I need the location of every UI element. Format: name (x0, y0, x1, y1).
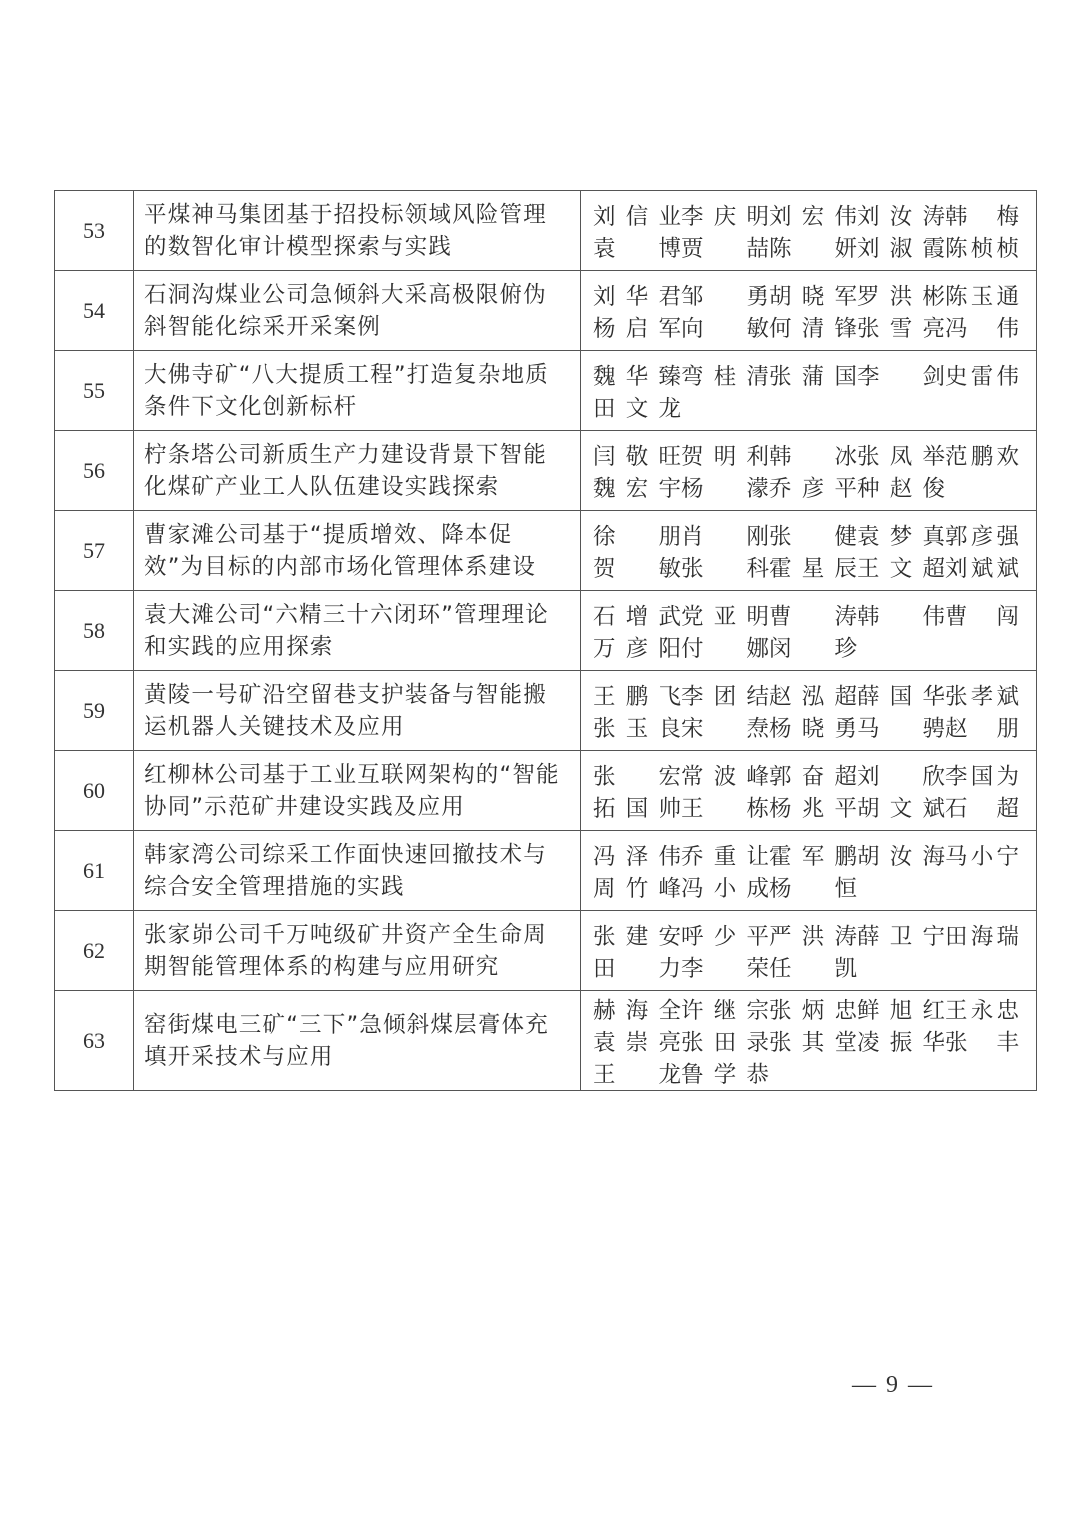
member-name: 张 丰 (945, 1029, 1019, 1056)
table-row (55, 991, 1037, 1091)
member-name: 薛 国 华 (857, 683, 945, 710)
member-name: 霍 星 辰 (769, 555, 857, 582)
member-name: 魏 宏 宇 (593, 475, 681, 502)
names-line (593, 631, 1024, 663)
row-number: 62 (55, 911, 134, 991)
table-row (55, 271, 1037, 351)
table-row (55, 431, 1037, 511)
member-name: 刘 斌 斌 (945, 555, 1019, 582)
member-name: 田 文 龙 (593, 395, 681, 422)
project-title: 柠条塔公司新质生产力建设背景下智能化煤矿产业工人队伍建设实践探索 (134, 431, 581, 511)
member-name: 魏 华 臻 (593, 363, 681, 390)
table-row (55, 591, 1037, 671)
member-name: 贺 敏 (593, 555, 681, 582)
names-line (593, 519, 1024, 551)
row-number: 58 (55, 591, 134, 671)
member-name: 薛 卫 宁 (857, 923, 945, 950)
member-name: 王 文 超 (857, 555, 945, 582)
team-members (581, 191, 1037, 271)
project-title: 窑街煤电三矿“三下”急倾斜煤层膏体充填开采技术与应用 (134, 991, 581, 1091)
member-name: 胡 晓 军 (769, 283, 857, 310)
member-name: 鲁 学 恭 (681, 1061, 769, 1088)
project-title: 石洞沟煤业公司急倾斜大采高极限俯伪斜智能化综采开采案例 (134, 271, 581, 351)
names-line (593, 471, 1024, 503)
member-name: 周 竹 峰 (593, 875, 681, 902)
award-list-table (54, 190, 1037, 1091)
names-line (593, 951, 1024, 983)
member-name: 拓 国 帅 (593, 795, 681, 822)
names-line (593, 871, 1024, 903)
award-list-body (55, 191, 1037, 1091)
member-name: 贾 喆 (681, 235, 769, 262)
member-name: 陈 桢 桢 (945, 235, 1019, 262)
member-name: 邹 勇 (681, 283, 769, 310)
team-members (581, 751, 1037, 831)
table-row (55, 511, 1037, 591)
member-name: 袁 梦 真 (857, 523, 945, 550)
member-name: 刘 信 业 (593, 203, 681, 230)
names-line (593, 199, 1024, 231)
member-name: 许 继 宗 (681, 997, 769, 1024)
member-name: 田 力 (593, 955, 681, 982)
member-name: 张 凤 举 (857, 443, 945, 470)
names-line (593, 391, 1024, 423)
member-name: 杨 恒 (769, 875, 857, 902)
member-name: 刘 华 君 (593, 283, 681, 310)
project-title: 韩家湾公司综采工作面快速回撤技术与综合安全管理措施的实践 (134, 831, 581, 911)
member-name: 付 娜 (681, 635, 769, 662)
member-name: 张 建 安 (593, 923, 681, 950)
project-title: 袁大滩公司“六精三十六闭环”管理理论和实践的应用探索 (134, 591, 581, 671)
member-name: 王 鹏 飞 (593, 683, 681, 710)
row-number: 55 (55, 351, 134, 431)
names-line (593, 839, 1024, 871)
member-name: 袁 博 (593, 235, 681, 262)
names-line (593, 711, 1024, 743)
member-name: 曹 闯 (945, 603, 1019, 630)
member-name: 刘 汝 涛 (857, 203, 945, 230)
member-name: 常 波 峰 (681, 763, 769, 790)
team-members (581, 911, 1037, 991)
member-name: 冯 小 成 (681, 875, 769, 902)
team-members (581, 271, 1037, 351)
member-name: 弯 桂 清 (681, 363, 769, 390)
member-name: 张 炳 忠 (769, 997, 857, 1024)
member-name: 李 剑 (857, 363, 945, 390)
table-row (55, 751, 1037, 831)
names-line (593, 599, 1024, 631)
names-line (593, 791, 1024, 823)
member-name: 张 科 (681, 555, 769, 582)
table-row (55, 831, 1037, 911)
member-name: 韩 伟 (857, 603, 945, 630)
member-name: 郭 奋 超 (769, 763, 857, 790)
member-name: 胡 文 斌 (857, 795, 945, 822)
member-name: 马 小 宁 (945, 843, 1019, 870)
member-name: 任 凯 (769, 955, 857, 982)
member-name: 凌 振 华 (857, 1029, 945, 1056)
member-name: 冯 伟 (945, 315, 1019, 342)
member-name: 马 骋 (857, 715, 945, 742)
team-members (581, 591, 1037, 671)
member-name: 石 增 武 (593, 603, 681, 630)
row-number: 53 (55, 191, 134, 271)
member-name: 袁 崇 亮 (593, 1029, 681, 1056)
member-name: 史 雷 伟 (945, 363, 1019, 390)
member-name: 张 宏 (593, 763, 681, 790)
member-name: 闵 珍 (769, 635, 857, 662)
member-name: 乔 重 让 (681, 843, 769, 870)
member-name: 张 雪 亮 (857, 315, 945, 342)
member-name: 霍 军 鹏 (769, 843, 857, 870)
member-name: 徐 朋 (593, 523, 681, 550)
member-name: 张 其 堂 (769, 1029, 857, 1056)
member-name: 张 健 (769, 523, 857, 550)
member-name: 刘 淑 霞 (857, 235, 945, 262)
member-name: 刘 宏 伟 (769, 203, 857, 230)
member-name: 李 团 结 (681, 683, 769, 710)
row-number: 60 (55, 751, 134, 831)
member-name: 张 田 录 (681, 1029, 769, 1056)
names-line (593, 993, 1024, 1025)
member-name: 胡 汝 海 (857, 843, 945, 870)
team-members (581, 351, 1037, 431)
row-number: 56 (55, 431, 134, 511)
member-name: 石 超 (945, 795, 1019, 822)
member-name: 陈 玉 通 (945, 283, 1019, 310)
row-number: 61 (55, 831, 134, 911)
project-title: 大佛寺矿“八大提质工程”打造复杂地质条件下文化创新标杆 (134, 351, 581, 431)
member-name: 李 国 为 (945, 763, 1019, 790)
member-name: 赵 泓 超 (769, 683, 857, 710)
names-line (593, 311, 1024, 343)
member-name: 乔 彦 平 (769, 475, 857, 502)
project-title: 平煤神马集团基于招投标领域风险管理的数智化审计模型探索与实践 (134, 191, 581, 271)
project-title: 红柳林公司基于工业互联网架构的“智能协同”示范矿井建设实践及应用 (134, 751, 581, 831)
member-name: 贺 明 利 (681, 443, 769, 470)
member-name: 张 蒲 国 (769, 363, 857, 390)
member-name: 田 海 瑞 (945, 923, 1019, 950)
member-name: 冯 泽 伟 (593, 843, 681, 870)
table-row (55, 191, 1037, 271)
row-number: 54 (55, 271, 134, 351)
member-name: 刘 欣 (857, 763, 945, 790)
row-number: 59 (55, 671, 134, 751)
member-name: 李 庆 明 (681, 203, 769, 230)
member-name: 闫 敬 旺 (593, 443, 681, 470)
member-name: 范 鹏 欢 (945, 443, 1019, 470)
member-name: 曹 涛 (769, 603, 857, 630)
member-name: 王 龙 (593, 1061, 681, 1088)
project-title: 张家峁公司千万吨级矿井资产全生命周期智能管理体系的构建与应用研究 (134, 911, 581, 991)
member-name: 肖 刚 (681, 523, 769, 550)
table-row (55, 671, 1037, 751)
member-name: 万 彦 阳 (593, 635, 681, 662)
table-row (55, 351, 1037, 431)
member-name: 赫 海 全 (593, 997, 681, 1024)
page-number: — 9 — (852, 1372, 934, 1398)
member-name: 鲜 旭 红 (857, 997, 945, 1024)
names-line (593, 359, 1024, 391)
names-line (593, 279, 1024, 311)
member-name: 王 永 忠 (945, 997, 1019, 1024)
names-line (593, 551, 1024, 583)
member-name: 李 荣 (681, 955, 769, 982)
table-row (55, 911, 1037, 991)
team-members (581, 671, 1037, 751)
team-members (581, 511, 1037, 591)
member-name: 罗 洪 彬 (857, 283, 945, 310)
member-name: 韩 梅 (945, 203, 1019, 230)
names-line (593, 679, 1024, 711)
team-members (581, 991, 1037, 1091)
member-name: 何 清 锋 (769, 315, 857, 342)
member-name: 张 孝 斌 (945, 683, 1019, 710)
member-name: 韩 冰 (769, 443, 857, 470)
member-name: 赵 朋 (945, 715, 1019, 742)
member-name: 杨 濛 (681, 475, 769, 502)
member-name: 严 洪 涛 (769, 923, 857, 950)
names-line (593, 1057, 1024, 1089)
member-name: 宋 焘 (681, 715, 769, 742)
names-line (593, 1025, 1024, 1057)
team-members (581, 831, 1037, 911)
member-name: 张 玉 良 (593, 715, 681, 742)
team-members (581, 431, 1037, 511)
member-name: 陈 妍 (769, 235, 857, 262)
member-name: 郭 彦 强 (945, 523, 1019, 550)
member-name: 杨 晓 勇 (769, 715, 857, 742)
member-name: 种 赵 俊 (857, 475, 945, 502)
names-line (593, 759, 1024, 791)
project-title: 曹家滩公司基于“提质增效、降本促效”为目标的内部市场化管理体系建设 (134, 511, 581, 591)
member-name: 杨 兆 平 (769, 795, 857, 822)
project-title: 黄陵一号矿沿空留巷支护装备与智能搬运机器人关键技术及应用 (134, 671, 581, 751)
names-line (593, 919, 1024, 951)
member-name: 向 敏 (681, 315, 769, 342)
member-name: 党 亚 明 (681, 603, 769, 630)
names-line (593, 231, 1024, 263)
member-name: 杨 启 军 (593, 315, 681, 342)
row-number: 63 (55, 991, 134, 1091)
row-number: 57 (55, 511, 134, 591)
names-line (593, 439, 1024, 471)
member-name: 王 栋 (681, 795, 769, 822)
member-name: 呼 少 平 (681, 923, 769, 950)
